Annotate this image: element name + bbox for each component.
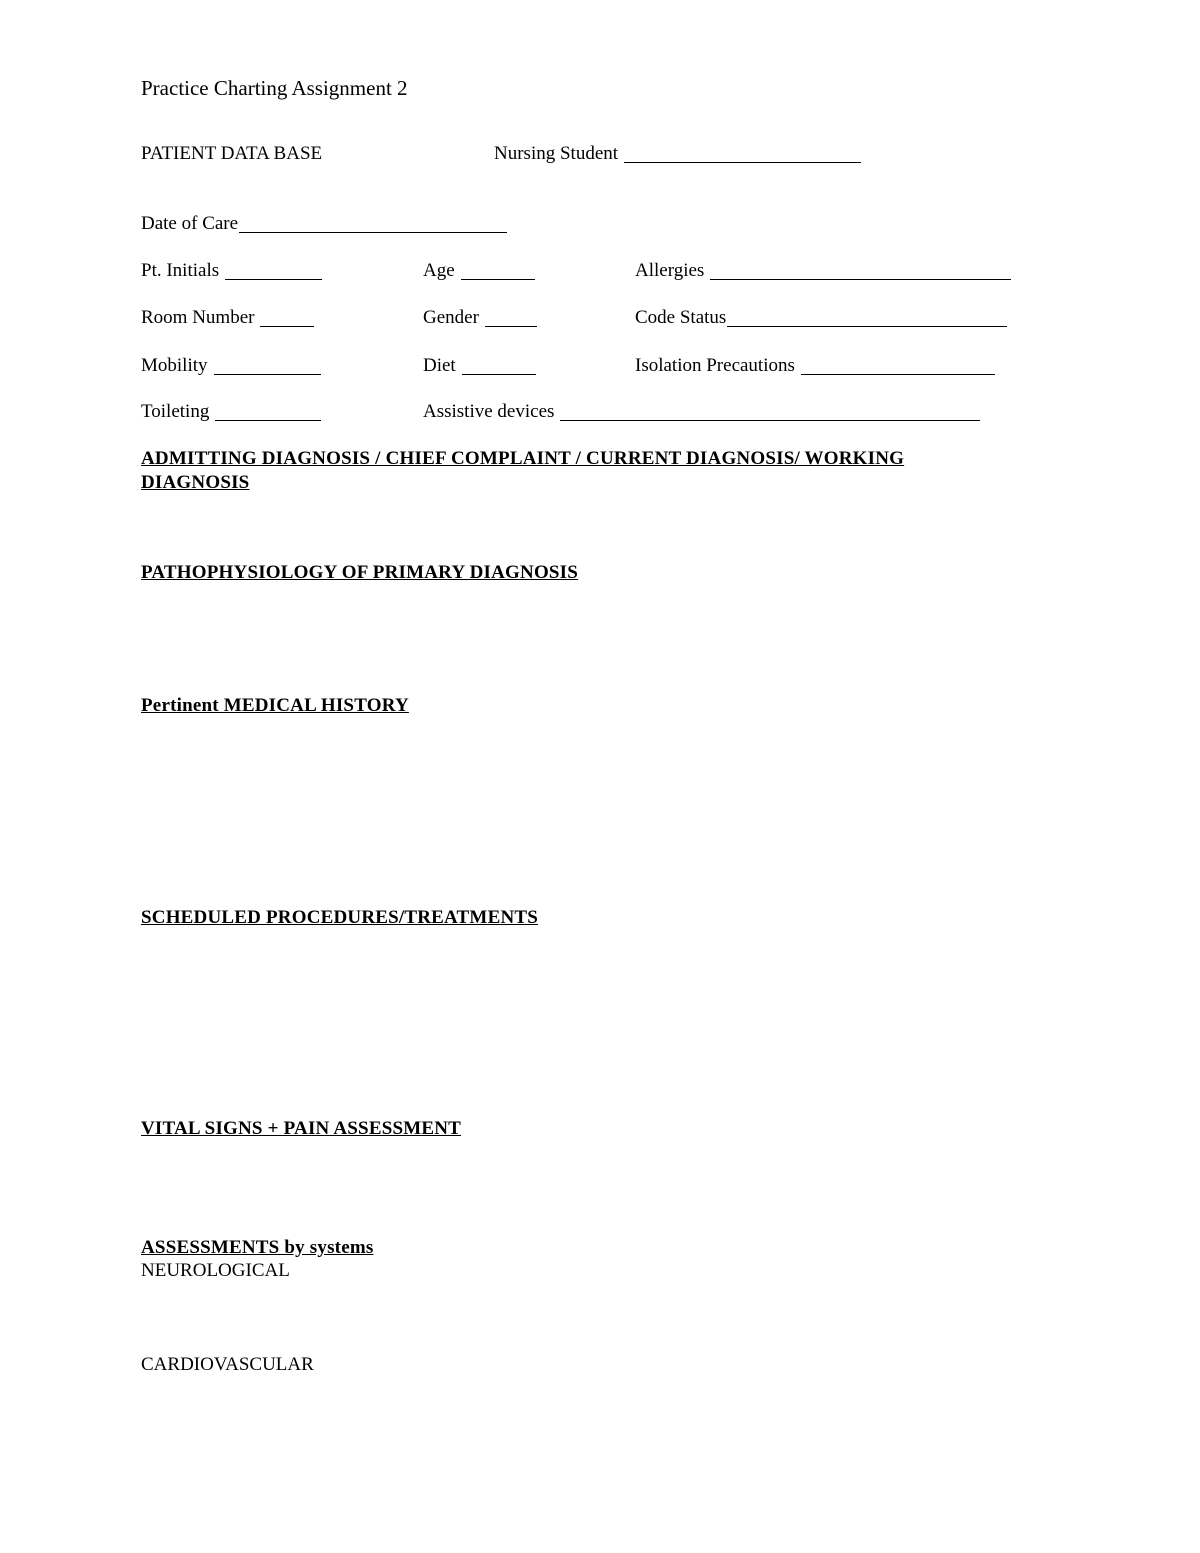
gender-blank[interactable]: [485, 310, 537, 327]
room-number-blank[interactable]: [260, 310, 314, 327]
room-number-field[interactable]: [141, 308, 314, 327]
medical-history-heading: Pertinent MEDICAL HISTORY: [141, 695, 409, 716]
patient-data-base-label: PATIENT DATA BASE: [141, 143, 323, 164]
toileting-blank[interactable]: [215, 404, 321, 421]
diet-blank[interactable]: [462, 358, 536, 375]
age-field[interactable]: [423, 261, 535, 280]
pt-initials-label: Pt. Initials: [141, 260, 220, 281]
isolation-precautions-field[interactable]: [635, 356, 995, 375]
gender-label: Gender: [423, 307, 479, 328]
gender-field[interactable]: [423, 308, 537, 327]
allergies-label: Allergies: [635, 260, 705, 281]
pt-initials-field[interactable]: [141, 261, 322, 280]
toileting-field[interactable]: [141, 402, 321, 421]
nursing-student-label: Nursing Student: [494, 143, 619, 164]
scheduled-procedures-heading: SCHEDULED PROCEDURES/TREATMENTS: [141, 907, 538, 928]
allergies-field[interactable]: [635, 261, 1011, 280]
isolation-precautions-blank[interactable]: [801, 358, 995, 375]
code-status-label: Code Status: [635, 307, 727, 328]
date-of-care-blank[interactable]: [239, 216, 507, 233]
assistive-devices-label: Assistive devices: [423, 401, 555, 422]
assessments-heading: ASSESSMENTS by systems: [141, 1237, 374, 1258]
diet-label: Diet: [423, 355, 456, 376]
allergies-blank[interactable]: [710, 263, 1011, 280]
age-label: Age: [423, 260, 455, 281]
assistive-devices-blank[interactable]: [560, 404, 980, 421]
diet-field[interactable]: [423, 356, 536, 375]
toileting-label: Toileting: [141, 401, 210, 422]
room-number-label: Room Number: [141, 307, 255, 328]
code-status-blank[interactable]: [727, 310, 1007, 327]
cardiovascular-label: CARDIOVASCULAR: [141, 1354, 314, 1375]
date-of-care-field[interactable]: [141, 214, 507, 233]
neurological-label: NEUROLOGICAL: [141, 1260, 290, 1281]
admitting-diagnosis-heading: ADMITTING DIAGNOSIS / CHIEF COMPLAINT / CURRENT DIAGNOSIS/ WORKING DIAGNOSIS: [141, 448, 905, 493]
document-title: Practice Charting Assignment 2: [141, 76, 408, 100]
nursing-student-blank[interactable]: [624, 146, 861, 163]
age-blank[interactable]: [461, 263, 535, 280]
nursing-student-field[interactable]: [494, 144, 861, 163]
assistive-devices-field[interactable]: [423, 402, 980, 421]
mobility-field[interactable]: [141, 356, 321, 375]
vital-signs-heading: VITAL SIGNS + PAIN ASSESSMENT: [141, 1118, 462, 1139]
mobility-label: Mobility: [141, 355, 208, 376]
mobility-blank[interactable]: [214, 358, 321, 375]
pt-initials-blank[interactable]: [225, 263, 322, 280]
pathophysiology-heading: PATHOPHYSIOLOGY OF PRIMARY DIAGNOSIS: [141, 562, 579, 583]
date-of-care-label: Date of Care: [141, 213, 239, 234]
code-status-field[interactable]: [635, 308, 1007, 327]
isolation-precautions-label: Isolation Precautions: [635, 355, 795, 376]
